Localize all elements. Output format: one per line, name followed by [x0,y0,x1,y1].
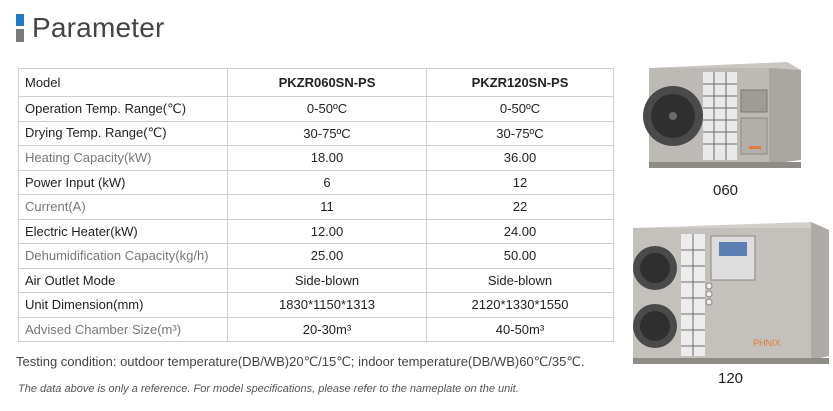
row-label: Operation Temp. Range(℃) [19,97,228,122]
table-row [19,121,614,146]
row-value-model-1: Side-blown [228,268,427,293]
table-row [19,170,614,195]
table-row [19,268,614,293]
row-label: Dehumidification Capacity(kg/h) [19,244,228,269]
table-row [19,293,614,318]
table-row [19,97,614,122]
header-cell-model: Model [19,69,228,97]
row-label: Unit Dimension(mm) [19,293,228,318]
disclaimer-note: The data above is only a reference. For model specifications, please refer to the nameplate on the unit. [18,383,519,395]
row-value-model-2: 24.00 [427,219,614,244]
row-value-model-2: 40-50m³ [427,317,614,342]
row-value-model-1: 6 [228,170,427,195]
row-value-model-2: 12 [427,170,614,195]
header-cell-model-2: PKZR120SN-PS [427,69,614,97]
brand-logo: PHNIX [753,338,781,348]
parameter-table [18,68,614,342]
page-header [16,12,165,44]
table-row [19,317,614,342]
title-accent-icon [16,14,24,42]
row-value-model-1: 0-50ºC [228,97,427,122]
row-label: Heating Capacity(kW) [19,146,228,171]
page-title: Parameter [32,12,165,43]
row-value-model-2: 50.00 [427,244,614,269]
table-row [19,219,614,244]
table-row [19,244,614,269]
row-value-model-1: 30-75ºC [228,121,427,146]
header-cell-model-1: PKZR060SN-PS [228,69,427,97]
row-value-model-1: 1830*1150*1313 [228,293,427,318]
table-row [19,195,614,220]
row-value-model-1: 18.00 [228,146,427,171]
row-value-model-1: 12.00 [228,219,427,244]
row-value-model-2: 36.00 [427,146,614,171]
testing-condition-note: Testing condition: outdoor temperature(DB/WB)20℃/15℃; indoor temperature(DB/WB)60℃/35℃. [16,354,585,369]
row-label: Power Input (kW) [19,170,228,195]
row-value-model-1: 11 [228,195,427,220]
table-header-row [19,69,614,97]
product-image-120 [625,214,833,366]
product-label-120: 120 [718,370,744,387]
row-value-model-2: 30-75ºC [427,121,614,146]
table-row [19,146,614,171]
row-value-model-2: 22 [427,195,614,220]
row-value-model-2: Side-blown [427,268,614,293]
row-value-model-2: 0-50ºC [427,97,614,122]
row-label: Drying Temp. Range(℃) [19,121,228,146]
row-value-model-2: 2120*1330*1550 [427,293,614,318]
row-value-model-1: 25.00 [228,244,427,269]
row-label: Current(A) [19,195,228,220]
product-label-060: 060 [713,182,739,199]
row-value-model-1: 20-30m³ [228,317,427,342]
row-label: Electric Heater(kW) [19,219,228,244]
row-label: Air Outlet Mode [19,268,228,293]
product-image-060 [637,56,807,174]
row-label: Advised Chamber Size(m³) [19,317,228,342]
